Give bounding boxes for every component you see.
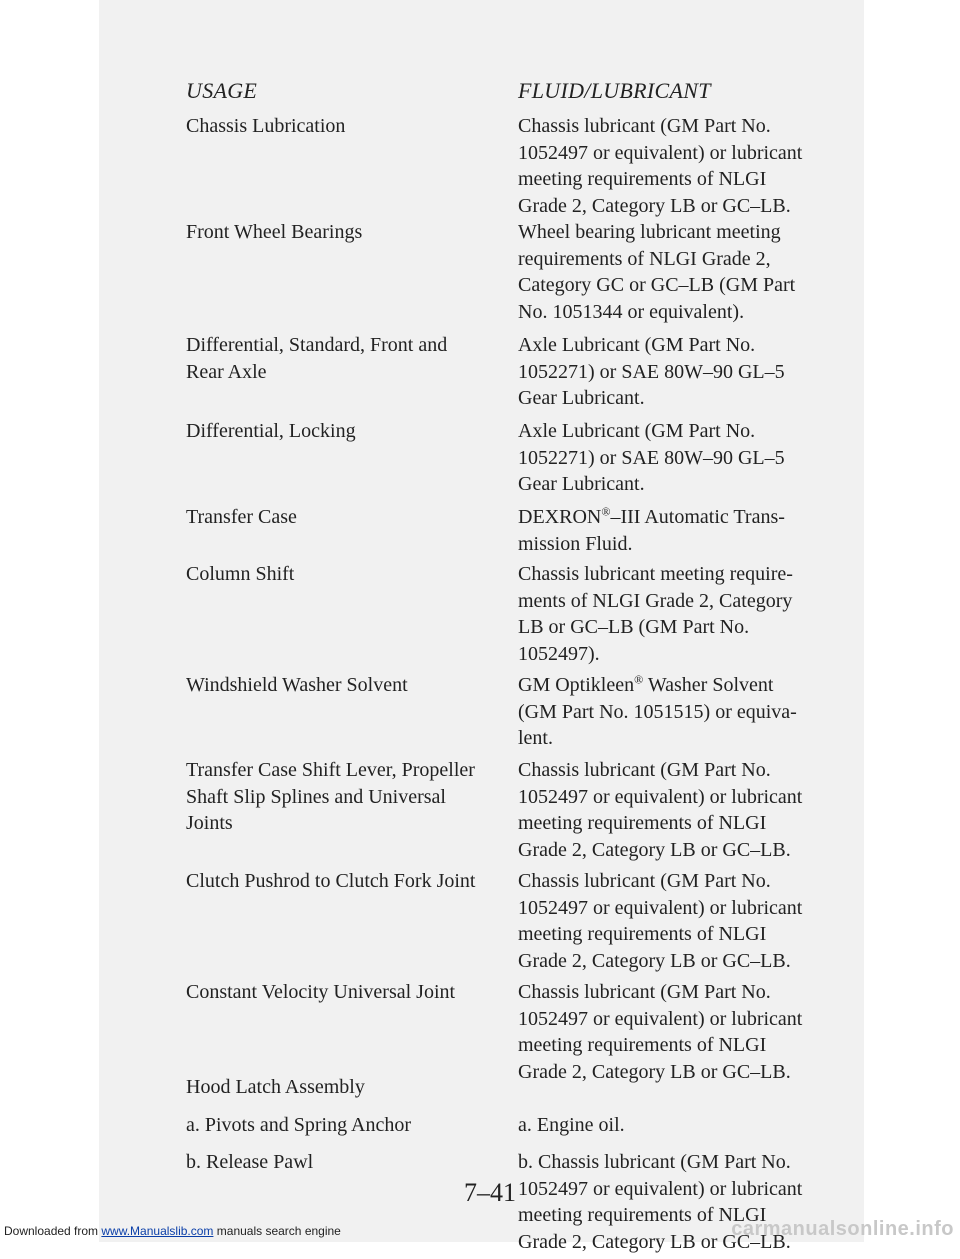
table-row	[186, 757, 836, 868]
usage-cell: Differential, Standard, Front and Rear Axle	[186, 334, 448, 383]
fluid-text: Washer Solvent (GM Part No. 1051515) or equiva- lent.	[518, 674, 797, 749]
footer-prefix: Downloaded from	[4, 1224, 102, 1238]
table-row	[186, 979, 836, 1083]
table-row	[186, 504, 836, 561]
fluid-cell	[518, 672, 836, 752]
usage-cell: Windshield Washer Solvent	[186, 674, 408, 696]
fluid-cell: Chassis lubricant (GM Part No. 1052497 or equivalent) or lubricant meeting requirements of NLGI Grade 2, Category LB or GC–LB.	[518, 870, 803, 972]
usage-cell: Column Shift	[186, 563, 295, 585]
watermark: carmanualsonline.info	[731, 1218, 954, 1240]
fluid-column-header: FLUID/LUBRICANT	[518, 78, 711, 103]
manualslib-link[interactable]: www.Manualslib.com	[101, 1224, 214, 1238]
table-row	[186, 1112, 836, 1149]
fluid-cell: Chassis lubricant (GM Part No. 1052497 or equivalent) or lubricant meeting requirements of NLGI Grade 2, Category LB or GC–LB.	[518, 759, 803, 861]
fluid-cell: b. Chassis lubricant (GM Part No. 1052497 or equivalent) or lubricant meeting requirements of NLGI Grade 2, Category LB or GC–LB.	[518, 1151, 803, 1253]
lubricant-table	[186, 113, 836, 1259]
usage-cell: Transfer Case Shift Lever, Propeller Shaft Slip Splines and Universal Joints	[186, 759, 475, 834]
registered-mark: ®	[634, 672, 644, 687]
usage-cell: Front Wheel Bearings	[186, 221, 363, 243]
usage-cell: Hood Latch Assembly	[186, 1076, 365, 1098]
table-row	[186, 113, 836, 219]
download-footer	[4, 1224, 341, 1238]
fluid-text: DEXRON	[518, 506, 602, 528]
usage-cell: b. Release Pawl	[186, 1151, 314, 1173]
registered-mark: ®	[601, 504, 611, 519]
fluid-cell: Chassis lubricant (GM Part No. 1052497 or equivalent) or lubricant meeting requirements of NLGI Grade 2, Category LB or GC–LB.	[518, 115, 803, 217]
fluid-cell	[518, 504, 836, 557]
table-row	[186, 332, 836, 418]
table-row	[186, 868, 836, 979]
usage-cell: Differential, Locking	[186, 420, 356, 442]
fluid-cell: Chassis lubricant meeting require- ments of NLGI Grade 2, Category LB or GC–LB (GM Part No. 1052497).	[518, 563, 793, 665]
usage-cell: Chassis Lubrication	[186, 115, 346, 137]
page-number: 7–41	[464, 1178, 516, 1207]
fluid-cell: Chassis lubricant (GM Part No. 1052497 or equivalent) or lubricant meeting requirements of NLGI Grade 2, Category LB or GC–LB.	[518, 981, 803, 1083]
fluid-text: GM Optikleen	[518, 674, 635, 696]
fluid-cell: Wheel bearing lubricant meeting requirements of NLGI Grade 2, Category GC or GC–LB (GM Part No. 1051344 or equivalent).	[518, 221, 796, 323]
usage-cell: a. Pivots and Spring Anchor	[186, 1114, 411, 1136]
fluid-cell: Axle Lubricant (GM Part No. 1052271) or SAE 80W–90 GL–5 Gear Lubricant.	[518, 334, 785, 409]
fluid-text: –III Automatic Trans- mission Fluid.	[518, 506, 785, 555]
table-row	[186, 561, 836, 672]
table-row	[186, 418, 836, 504]
table-row	[186, 672, 836, 757]
usage-cell: Clutch Pushrod to Clutch Fork Joint	[186, 870, 476, 892]
usage-column-header: USAGE	[186, 78, 258, 103]
usage-cell: Constant Velocity Universal Joint	[186, 981, 456, 1003]
fluid-cell: a. Engine oil.	[518, 1114, 625, 1136]
fluid-cell: Axle Lubricant (GM Part No. 1052271) or SAE 80W–90 GL–5 Gear Lubricant.	[518, 420, 785, 495]
table-row	[186, 219, 836, 332]
usage-cell: Transfer Case	[186, 506, 297, 528]
footer-suffix: manuals search engine	[213, 1224, 341, 1238]
